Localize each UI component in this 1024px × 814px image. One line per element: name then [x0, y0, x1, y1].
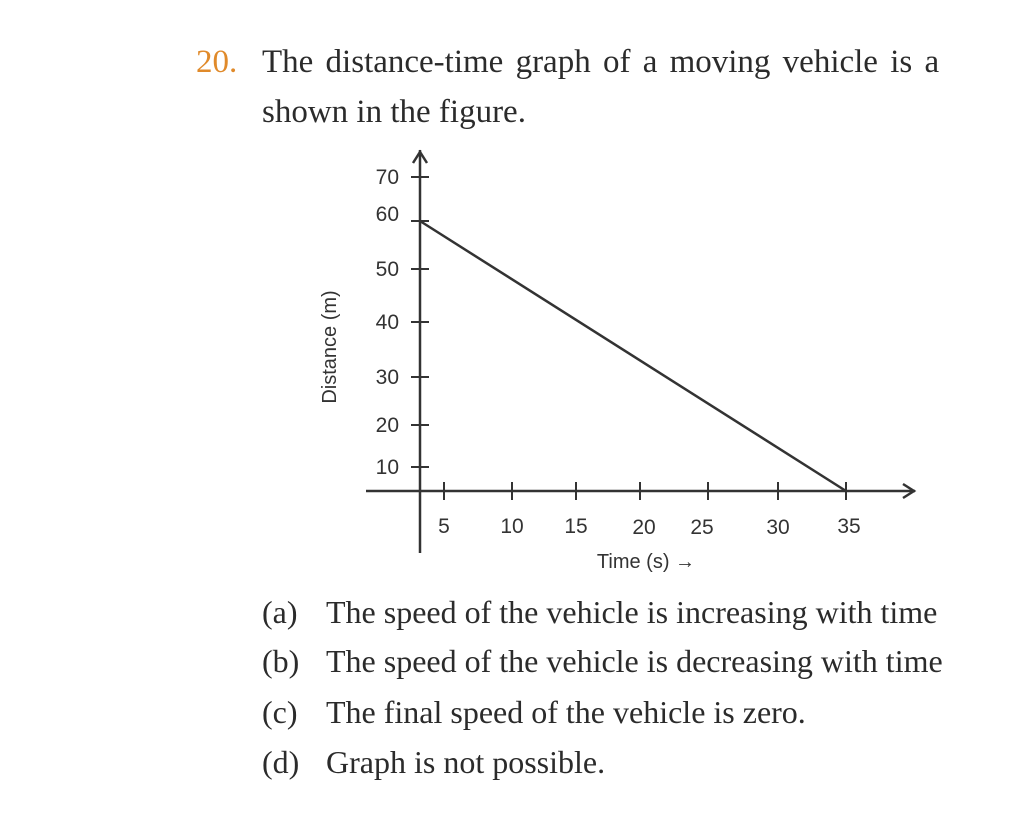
option-label: (b): [262, 643, 300, 679]
svg-text:70: 70: [375, 166, 399, 189]
x-axis-label: Time (s) →: [596, 551, 696, 573]
option-label: (c): [262, 694, 298, 730]
svg-text:10: 10: [375, 456, 399, 479]
data-line: [420, 221, 846, 491]
svg-text:25: 25: [690, 516, 714, 539]
option-text: The speed of the vehicle is decreasing with time: [326, 643, 943, 679]
svg-text:5: 5: [438, 515, 450, 538]
svg-text:40: 40: [375, 311, 399, 334]
option-label: (d): [262, 744, 300, 780]
option-b[interactable]: [262, 643, 943, 680]
question-text-line2: shown in the figure.: [262, 94, 526, 130]
svg-text:10: 10: [500, 515, 524, 538]
option-c[interactable]: [262, 694, 806, 731]
svg-text:30: 30: [375, 366, 399, 389]
y-tick-labels: [376, 166, 399, 479]
option-d[interactable]: [262, 744, 605, 781]
option-text: The speed of the vehicle is increasing with time: [326, 594, 938, 630]
option-text: The final speed of the vehicle is zero.: [326, 694, 806, 730]
svg-text:50: 50: [375, 258, 399, 281]
option-label: (a): [262, 594, 298, 630]
svg-text:35: 35: [837, 515, 861, 538]
svg-text:30: 30: [766, 516, 790, 539]
svg-text:60: 60: [375, 203, 399, 226]
svg-text:15: 15: [564, 515, 588, 538]
y-axis-label: Distance (m): [319, 290, 341, 404]
question-text-line1: The distance-time graph of a moving vehicle is a: [262, 44, 940, 80]
x-tick-labels: [438, 515, 861, 539]
option-a[interactable]: [262, 594, 937, 631]
svg-text:20: 20: [632, 516, 656, 539]
option-text: Graph is not possible.: [326, 744, 606, 780]
svg-text:20: 20: [375, 414, 399, 437]
question-number: 20.: [196, 44, 238, 80]
